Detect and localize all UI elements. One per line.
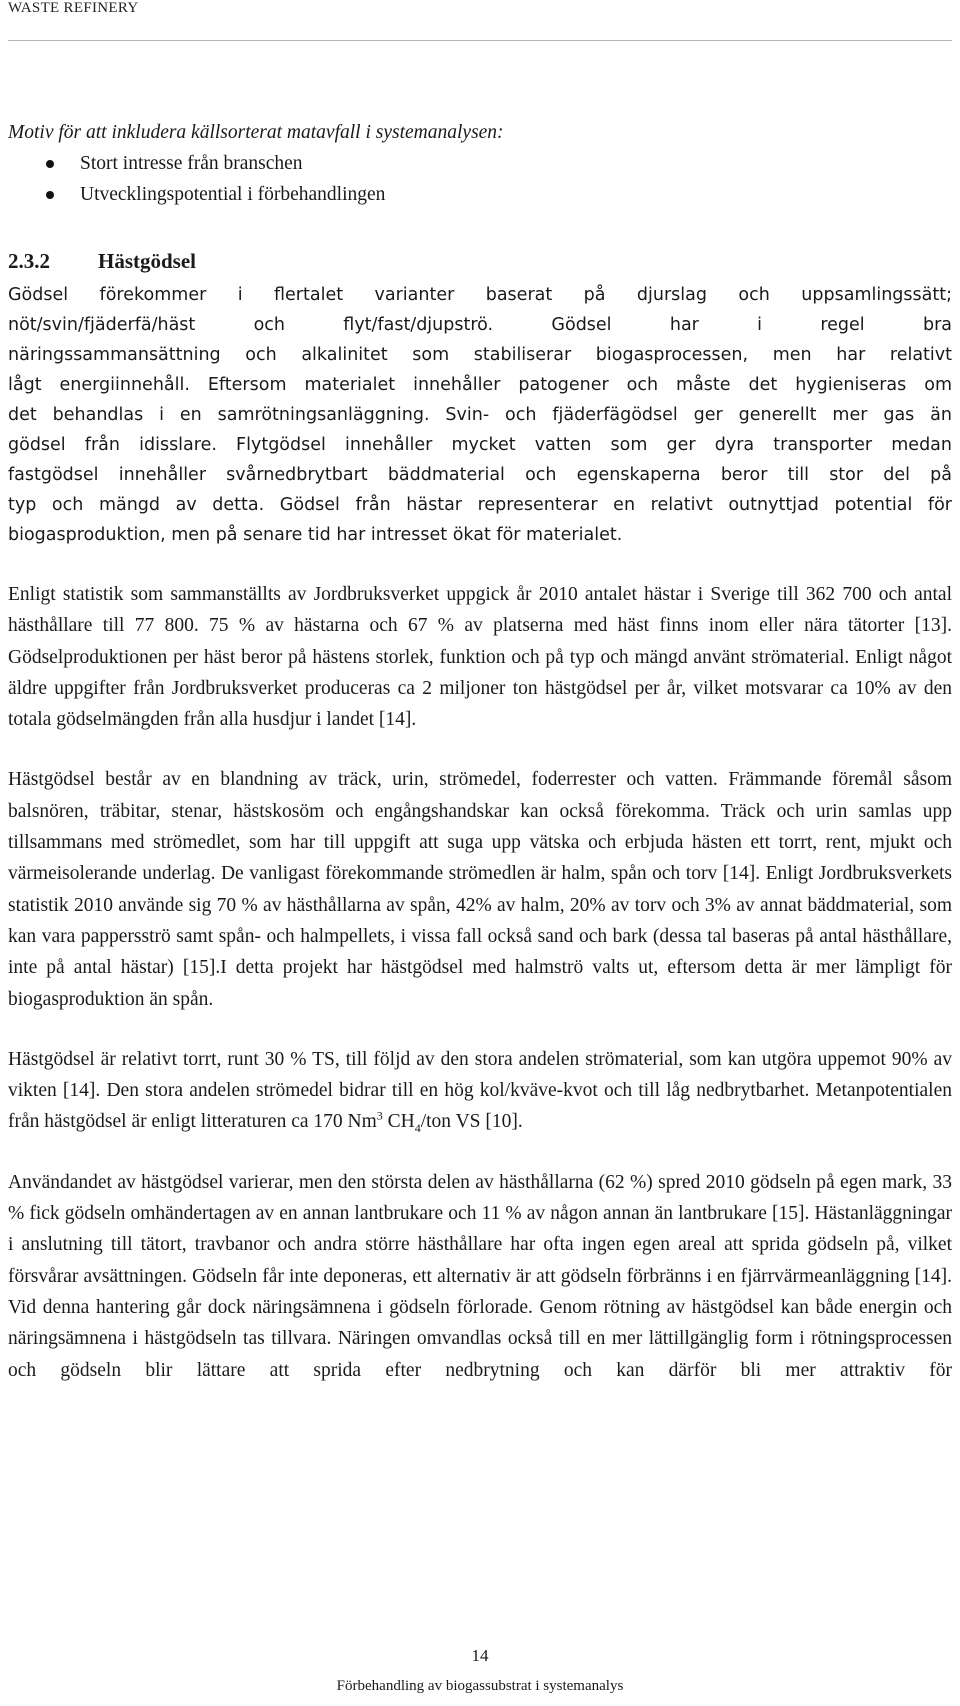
paragraph-line: gödsel från idisslare. Flytgödsel innehåller mycket vatten som ger dyra transporter medan — [8, 435, 952, 455]
paragraph-3: Hästgödsel består av en blandning av träck, urin, strömedel, foderrester och vatten. Främmande föremål såsom balsnören, träbitar, stenar, hästskosöm och engångshandskar kan också förekomma. Träck och urin samlas upp tillsammans med strömedlet, som har till uppgift att suga upp vätska och erbjuda hästen ett torrt, rent, mjukt och värmeisolerande underlag. De vanligast förekommande strömedlen är halm, spån och torv [14]. Enligt Jordbruksverkets statistik 2010 använde sig 70 % av hästhållarna av spån, 42% av halm, 20% av torv och 3% av annat bäddmaterial, som kan vara pappersströ samt spån- och halmpellets, i vissa fall också sand och bark (dessa tal baseras på antal hästhållare, inte på antal hästar) [15].I detta projekt har hästgödsel med halmströ valts ut, eftersom detta är mer lämpligt för biogasproduktion än spån. — [8, 769, 952, 1010]
bullet-item — [8, 179, 952, 210]
motiv-label: Motiv för att inkludera källsorterat matavfall i systemanalysen: — [8, 122, 504, 143]
section-title: Hästgödsel — [98, 249, 197, 273]
paragraph-4-text: Hästgödsel är relativt torrt, runt 30 % TS, till följd av den stora andelen strömaterial, som kan utgöra uppemot 90% av vikten [14]. Den stora andelen strömedel bidrar till en hög kol/kväve-kvot och till låg nedbrytbarhet. Metanpotentialen från hästgödsel är enligt litteraturen ca 170 Nm — [8, 1048, 952, 1133]
paragraph-1 — [8, 280, 952, 550]
section-number: 2.3.2 — [8, 249, 50, 273]
paragraph-line: nöt/svin/fjäderfä/häst och flyt/fast/djupströ. Gödsel har i regel bra — [8, 315, 952, 335]
paragraph-line: det behandlas i en samrötningsanläggning. Svin- och fjäderfägödsel ger generellt mer gas än — [8, 405, 952, 425]
paragraph-line: typ och mängd av detta. Gödsel från hästar representerar en relativt outnyttjad potential för — [8, 495, 952, 515]
paragraph-line: Gödsel förekommer i flertalet varianter baserat på djurslag och uppsamlingssätt; — [8, 285, 952, 305]
superscript: 3 — [376, 1108, 383, 1123]
paragraph-5: Användandet av hästgödsel varierar, men den största delen av hästhållarna (62 %) spred 2010 gödseln på egen mark, 33 % fick gödseln omhändertagen av en annan lantbrukare och 11 % av någon annan än lantbrukare [15]. Hästanläggningar i anslutning till tätort, travbanor och andra större hästhållare har ofta ingen egen areal att sprida gödseln på, vilket försvårar avsättningen. Gödseln får inte deponeras, ett alternativ är att gödseln förbränns i en fjärrvärmeanläggning [14]. Vid denna hantering går dock näringsämnena i gödseln förlorade. Genom rötning av hästgödsel kan både energin och näringsämnena i hästgödseln tas tillvara. Näringen omvandlas också till en mer lättillgänglig form i rötningsprocessen och gödseln blir lättare att sprida efter nedbrytning och kan därför bli mer attraktiv för — [8, 1171, 952, 1381]
paragraph-2: Enligt statistik som sammanställts av Jordbruksverket uppgick år 2010 antalet hästar i Sverige till 362 700 och antal hästhållare till 77 800. 75 % av hästarna och 67 % av platserna med häst finns inom eller nära tätorter [13]. Gödselproduktionen per häst beror på hästens storlek, funktion och på typ och mängd använt strömaterial. Enligt något äldre uppgifter från Jordbruksverket produceras ca 2 miljoner ton hästgödsel per år, vilket motsvarar ca 10% av den totala gödselmängden från alla husdjur i landet [14]. — [8, 584, 952, 731]
footer-title: Förbehandling av biogassubstrat i systemanalys — [336, 1678, 624, 1694]
document-body — [8, 118, 952, 1386]
paragraph-line: biogasproduktion, men på senare tid har intresset ökat för materialet. — [8, 525, 623, 545]
paragraph-4-end: /ton VS [10]. — [420, 1111, 523, 1133]
bullet-text: Stort intresse från branschen — [80, 153, 303, 174]
bullet-icon — [46, 191, 54, 199]
paragraph-line: lågt energiinnehåll. Eftersom materialet innehåller patogener och måste det hygieniseras om — [8, 375, 952, 395]
paragraph-line: näringssammansättning och alkalinitet som stabiliserar biogasprocessen, men har relativt — [8, 345, 952, 365]
subscript: 4 — [414, 1121, 421, 1136]
section-heading — [8, 246, 952, 276]
bullet-item — [8, 148, 952, 179]
paragraph-4 — [8, 1044, 952, 1138]
page-header — [8, 0, 952, 41]
paragraph-4-unit: CH — [382, 1111, 415, 1133]
bullet-icon — [46, 160, 54, 168]
paragraph-line: fastgödsel innehåller svårnedbrytbart bäddmaterial och egenskaperna beror till stor del på — [8, 465, 952, 485]
motiv-bullet-list — [8, 148, 952, 210]
header-title: WASTE REFINERY — [8, 0, 139, 16]
bullet-text: Utvecklingspotential i förbehandlingen — [80, 184, 386, 205]
page-number: 14 — [471, 1646, 489, 1665]
